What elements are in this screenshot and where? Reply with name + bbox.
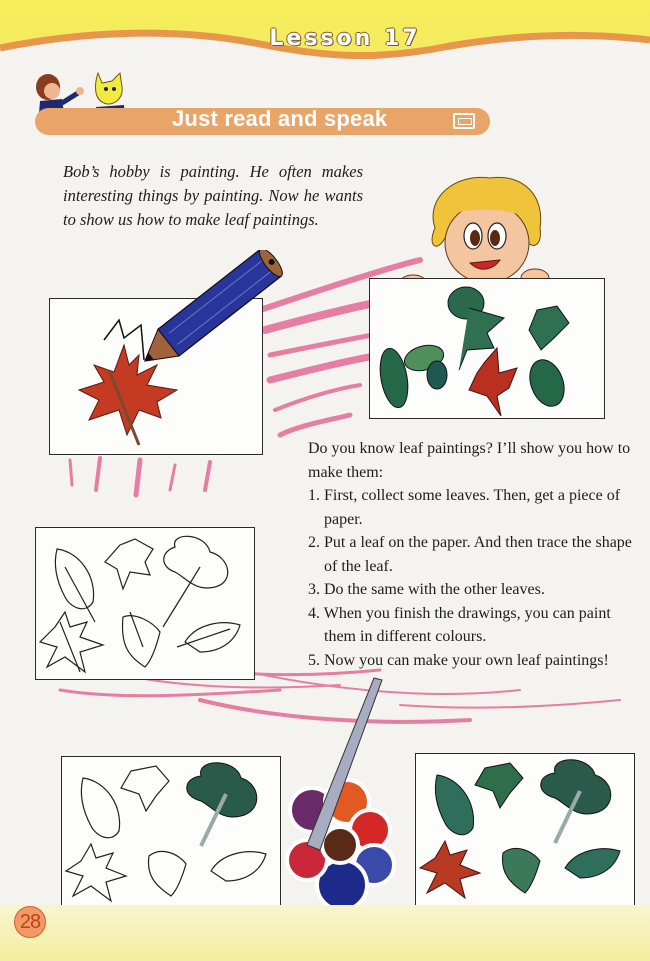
leaf-outline-icon <box>35 527 255 680</box>
partial-leaves-icon <box>61 756 281 909</box>
step-1: 1. First, collect some leaves. Then, get a piece of paper. <box>308 487 621 528</box>
paintbrush-palette-icon <box>262 670 412 920</box>
lesson-title: Lesson 17 <box>269 26 421 51</box>
leaf-icon <box>415 753 635 906</box>
step-4: 4. When you finish the drawings, you can paint them in different colours. <box>308 604 611 645</box>
intro-paragraph: Bob’s hobby is painting. He often makes interesting things by painting. Now he wants to show us how to make leaf paintings. <box>63 162 363 229</box>
step-2: 2. Put a leaf on the paper. And then trace the shape of the leaf. <box>308 534 632 575</box>
instructions-lead: Do you know leaf paintings? I’ll show you how to make them: <box>308 440 631 481</box>
page-number: 28 <box>14 906 46 938</box>
step-3: 3. Do the same with the other leaves. <box>308 581 545 598</box>
footer-band <box>0 905 650 961</box>
section-title: Just read and speak <box>172 106 388 131</box>
leaf-collage-icon <box>369 278 605 419</box>
instructions-list <box>308 437 638 672</box>
cassette-tape-icon[interactable] <box>453 113 475 129</box>
step-5: 5. Now you can make your own leaf paintings! <box>308 651 609 669</box>
pencil-icon <box>49 250 299 455</box>
